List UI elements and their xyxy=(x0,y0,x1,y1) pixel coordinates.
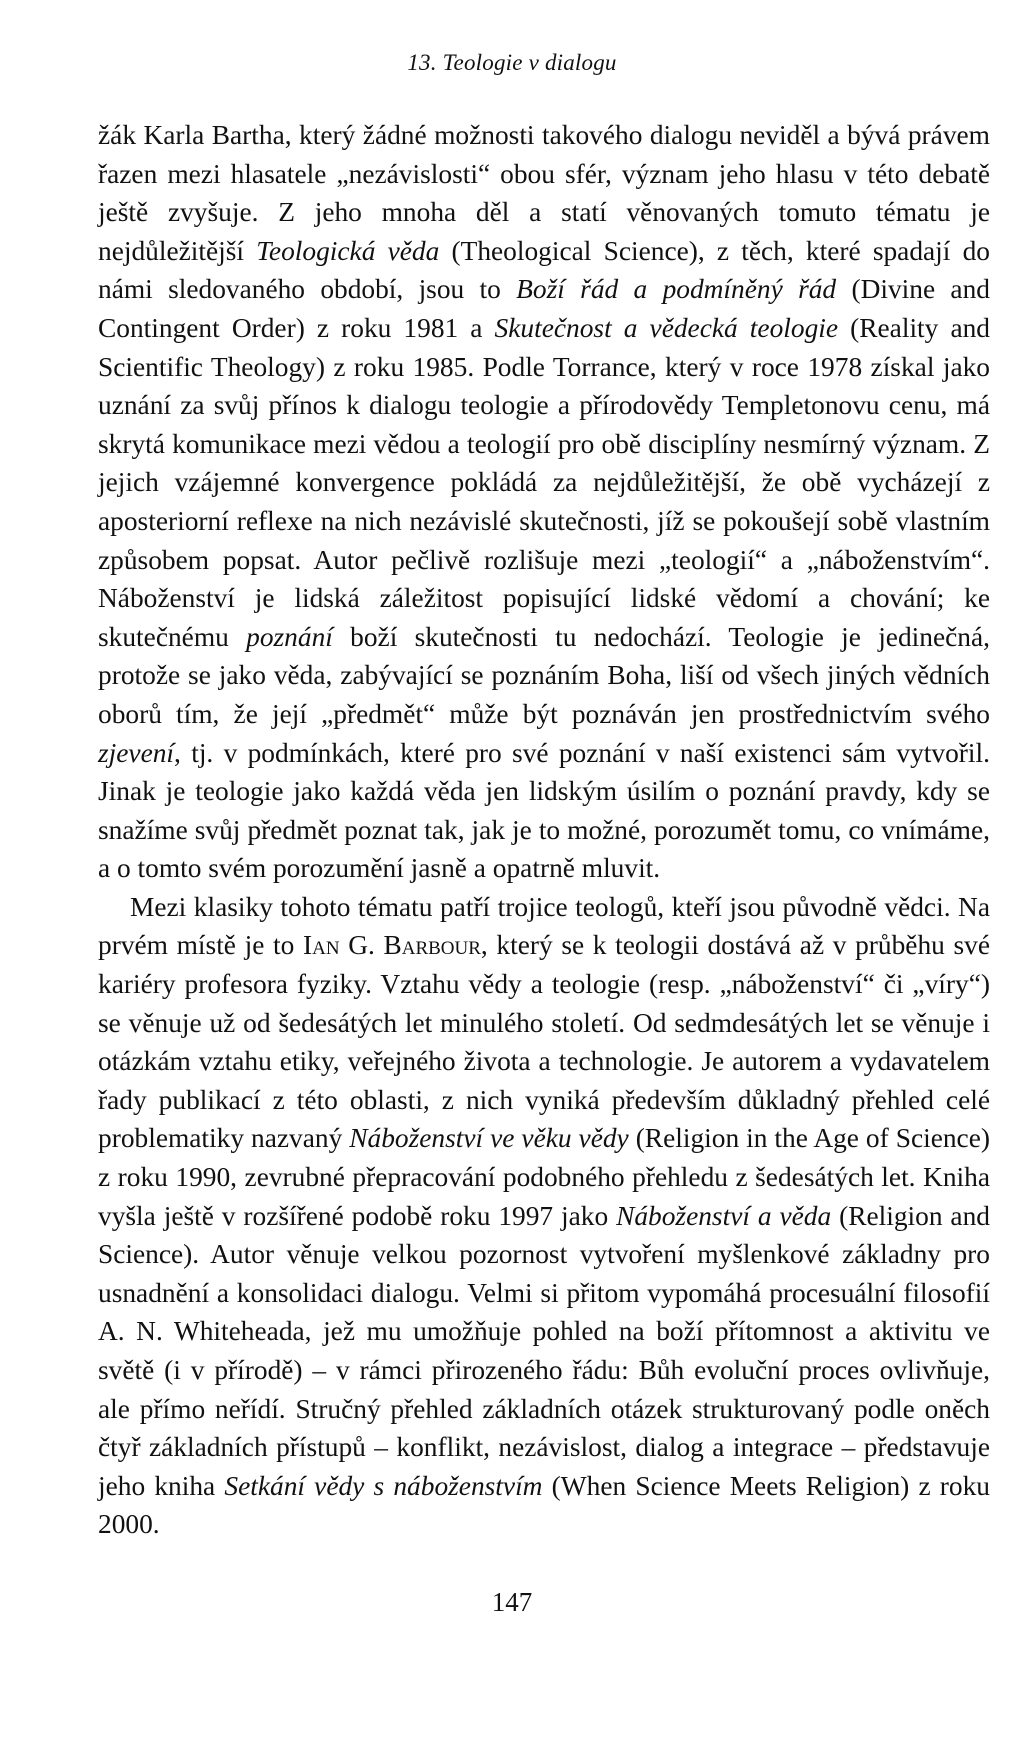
text-span: (Reality and Scientific Theology) z roku 1985. Podle Torrance, který v roce 1978 získal jako uznání za svůj přínos k dialogu teologie a přírodovědy Templetonovu cenu, má skrytá komunikace mezi vědou a teologií pro obě disciplíny nesmírný význam. Z jejich vzájemné konvergence pokládá za nejdůležitější, že obě vycházejí z aposteriorní reflexe na nich nezávislé skutečnosti, jíž se pokoušejí sobě vlastním způsobem popsat. Autor pečlivě rozlišuje mezi „teologií“ a „náboženstvím“. Náboženství je lidská záležitost popisující lidské vědomí a chování; ke skutečnému xyxy=(98,312,990,652)
emphasis: poznání xyxy=(246,621,333,652)
text-span: (Divine and Contingent Order) z roku 1981 a xyxy=(98,274,990,343)
book-title: Náboženství ve věku vědy xyxy=(349,1123,629,1154)
text-span: boží skutečnosti tu nedochází. Teologie je jedinečná, protože se jako věda, zabývající se poznáním Boha, liší od všech jiných vědních oborů tím, že její „předmět“ může být poznáván jen prostřednictvím svého xyxy=(98,621,990,729)
text-span: , který se k teologii dostává až v průběhu své kariéry profesora fyziky. Vztahu vědy a teologie (resp. „náboženství“ či „víry“) se věnuje už od šedesátých let minulého století. Od sedmdesátých let se věnuje i otázkám vztahu etiky, veřejného života a technologie. Je autorem a vydavatelem řady publikací z této oblasti, z nich vyniká především důkladný přehled celé problematiky nazvaný xyxy=(98,930,991,1154)
book-title: Setkání vědy s náboženstvím xyxy=(224,1470,543,1501)
text-span: žák Karla Bartha, který žádné možnosti takového dialogu neviděl a bývá právem řazen mezi hlasatele „nezávislosti“ obou sfér, význam jeho hlasu v této debatě ještě zvyšuje. Z jeho mnoha děl a statí věnovaných tomuto tématu je nejdůležitější xyxy=(98,120,990,266)
book-title: Boží řád a podmíněný řád xyxy=(516,274,837,305)
paragraph-2 xyxy=(98,888,990,1544)
main-text xyxy=(98,116,990,1544)
running-header: 13. Teologie v dialogu xyxy=(407,50,617,75)
text-span: (Religion and Science). Autor věnuje velkou pozornost vytvoření myšlenkové základny pro usnadnění a konsolidaci dialogu. Velmi si přitom vypomáhá procesuální filosofií A. N. Whiteheada, jež mu umožňuje pohled na boží přítomnost a aktivitu ve světě (i v přírodě) – v rámci přirozeného řádu: Bůh evoluční proces ovlivňuje, ale přímo neřídí. Stručný přehled základních otázek strukturovaný podle oněch čtyř základních přístupů – konflikt, nezávislost, dialog a integrace – představuje jeho kniha xyxy=(98,1200,990,1501)
text-span: (Religion in the Age of Science) z roku 1990, zevrubné přepracování podobného přehledu z šedesátých let. Kniha vyšla ještě v rozšířené podobě roku 1997 jako xyxy=(98,1123,990,1231)
text-span: , tj. v podmínkách, které pro své poznání v naší existenci sám vytvořil. Jinak je teologie jako každá věda jen lidským úsilím o poznání pravdy, kdy se snažíme svůj předmět poznat tak, jak je to možné, porozumět tomu, co vnímáme, a o tomto svém porozumění jasně a opatrně mluvit. xyxy=(98,737,990,884)
page-number: 147 xyxy=(491,1587,533,1617)
book-title: Náboženství a věda xyxy=(616,1200,832,1231)
book-title: Skutečnost a vědecká teologie xyxy=(494,312,839,343)
text-span: (When Science Meets Religion) z roku 2000. xyxy=(98,1470,990,1540)
emphasis: zjevení xyxy=(98,737,175,768)
text-span: (Theological Science), z těch, které spadají do námi sledovaného období, jsou to xyxy=(98,235,990,305)
book-title: Teologická věda xyxy=(256,235,440,266)
text-span: Mezi klasiky tohoto tématu patří trojice teologů, kteří jsou původně vědci. Na prvém místě je to xyxy=(98,891,990,961)
person-name: Ian G. Barbour xyxy=(302,930,481,961)
paragraph-1 xyxy=(98,116,990,888)
